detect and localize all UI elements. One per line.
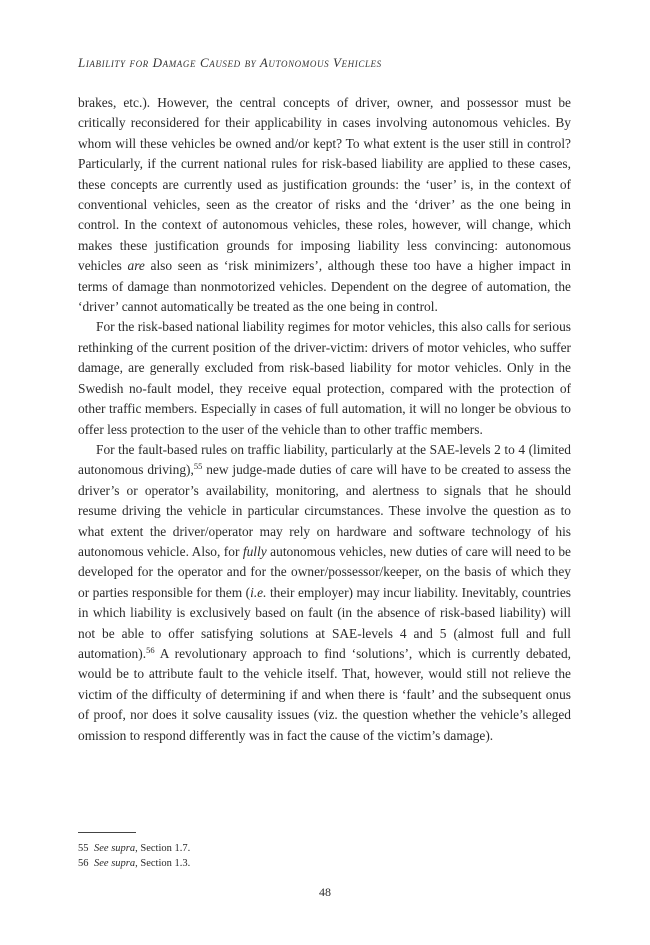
text-run: their employer) may incur liability. Inevitably, countries in which liability is exclusively based on fault (in the absence of risk-based liability) will not be able to offer satisfying solutions at SAE-levels 4 and 5 (almost full and full automation). [78, 584, 571, 661]
footnote [78, 841, 571, 856]
footnote-see: See supra [94, 858, 136, 869]
emphasis-text: i.e. [250, 584, 267, 600]
footnote-number: 55 [78, 843, 89, 854]
text-run: new judge-made duties of care will have to be created to assess the driver’s or operator’s availability, monitoring, and alertness to signals that he should resume driving the vehicle in particular circumstances. These involve the question as to what extent the driver/operator may rely on hardware and software technology of his autonomous vehicle. Also, for [78, 462, 571, 559]
footnote-number: 56 [78, 858, 89, 869]
body-text [78, 93, 571, 746]
footnotes [78, 841, 571, 871]
footnote-ref: 55 [193, 461, 203, 472]
body-paragraph [78, 317, 571, 439]
footnote-rule [78, 832, 136, 833]
text-run: autonomous vehicles, new duties of care will need to be developed for the operator and for the owner/possessor/keeper, on the basis of which they or parties responsible for them ( [78, 543, 572, 600]
body-paragraph [78, 440, 571, 746]
emphasis-text: fully [242, 543, 267, 559]
footnote [78, 856, 571, 871]
running-head: Liability for Damage Caused by Autonomous Vehicles [78, 55, 382, 70]
emphasis-text: are [127, 258, 145, 274]
page-number: 48 [319, 885, 331, 899]
text-run: brakes, etc.). However, the central concepts of driver, owner, and possessor must be critically reconsidered for their applicability in cases involving autonomous vehicles. By whom will these vehicles be owned and/or kept? To what extent is the user still in control? Particularly, if the current national rules for risk-based liability are applied to these cases, these concepts are currently used as justification grounds: the ‘user’ is, in the context of conventional vehicles, seen as the creator of risks and the ‘driver’ as the one being in control. In the context of autonomous vehicles, these roles, however, will change, which makes these justification grounds for imposing liability less convincing: autonomous vehicles [78, 95, 571, 274]
text-run: A revolutionary approach to find ‘solutions’, which is currently debated, would be to attribute fault to the vehicle itself. That, however, would still not relieve the victim of the difficulty of determining if and when there is ‘fault’ and the subsequent onus of proof, nor does it solve causality issues (viz. the question whether the vehicle’s alleged omission to respond differently was in fact the cause of the victim’s damage). [78, 645, 571, 743]
text-run: For the risk-based national liability regimes for motor vehicles, this also calls for serious rethinking of the current position of the driver-victim: drivers of motor vehicles, who suffer damage, are generally excluded from risk-based liability for motor vehicles. Only in the Swedish no-fault model, they receive equal protection, compared with the protection of other traffic members. Especially in cases of full automation, it will no longer be obvious to offer less protection to the user of the vehicle than to other traffic members. [78, 319, 571, 437]
text-run: For the fault-based rules on traffic liability, particularly at the SAE-levels 2 to 4 (limited autonomous driving), [78, 441, 571, 478]
footnote-text: , Section 1.7. [135, 843, 191, 854]
body-paragraph [78, 93, 571, 317]
footnote-text: , Section 1.3. [135, 858, 191, 869]
footnote-ref: 56 [146, 644, 155, 655]
footnote-see: See supra [94, 843, 136, 854]
text-run: also seen as ‘risk minimizers’, although these too have a higher impact in terms of damage than nonmotorized vehicles. Dependent on the degree of automation, the ‘driver’ cannot automatically be treated as the one being in control. [78, 258, 571, 315]
